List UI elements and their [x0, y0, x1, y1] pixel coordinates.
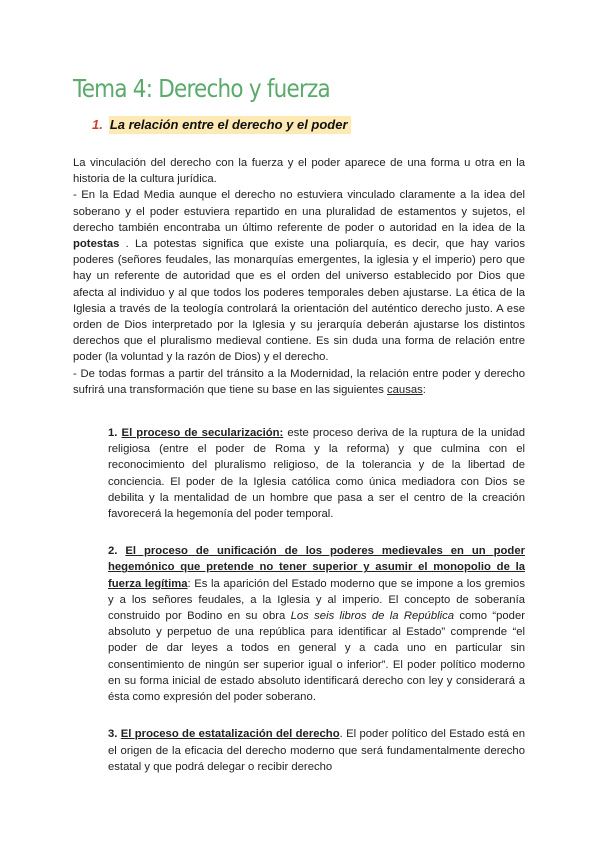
- item-text: . El poder político del Estado está en el origen de la eficacia del derecho moderno que será fundamentalmente derecho estatal y que podrá delegar o recibir derecho: [108, 728, 525, 773]
- list-item: [108, 425, 525, 522]
- item-number: 3.: [108, 728, 121, 741]
- book-title: Los seis libros de la República: [290, 610, 455, 623]
- text-run: :: [422, 383, 426, 396]
- list-item: [108, 726, 525, 775]
- section-number: 1.: [92, 117, 103, 132]
- item-heading: El proceso de secularización:: [121, 427, 284, 440]
- item-number: 1.: [108, 427, 122, 440]
- document-body: [73, 155, 525, 775]
- page-title: Tema 4: Derecho y fuerza: [73, 74, 330, 103]
- section-label: La relación entre el derecho y el poder: [109, 116, 351, 134]
- intro-paragraph-2: [73, 187, 525, 365]
- item-heading: El proceso de unificación de los poderes medievales en un poder hegemónico que pretende no tener superior y asumir el monopolio de la fuerza legítima: [108, 545, 525, 590]
- bold-term-potestas: potestas: [73, 238, 120, 251]
- underlined-word-causas: causas: [387, 383, 423, 396]
- item-heading: El proceso de estatalización del derecho: [120, 728, 340, 741]
- item-text: : Es la aparición del Estado moderno que se impone a los gremios y a los señores feudales, a la Iglesia y al imperio. El concepto de soberanía construido por Bodino en su obra: [108, 577, 525, 623]
- text-run: - En la Edad Media aunque el derecho no estuviera vinculado claramente a la idea del soberano y el poder estuviera repartido en una pluralidad de estamentos y sujetos, el derecho también encontraba un último referente de poder o autoridad en la idea de la: [73, 189, 525, 234]
- text-run: . La potestas significa que existe una poliarquía, es decir, que hay varios poderes (señores feudales, las monarquías emergentes, la iglesia y el imperio) pero que hay un referente de autoridad que es el orden del universo establecido por Dios que afecta al individuo y al que todos los poderes temporales deben ajustarse. La ética de la Iglesia a través de la teología controlará la orientación del auténtico derecho justo. A ese orden de Dios interpretado por la Iglesia y su jerarquía deberán ajustarse los distintos derechos que el pluralismo medieval contiene. Es sin duda una forma de relación entre poder (la voluntad y la razón de Dios) y el derecho.: [73, 238, 525, 364]
- item-text: como “poder absoluto y perpetuo de una república para identificar al Estado” comprende “el poder de dar leyes a todos en general y a cada uno en particular sin consentimiento de ningún ser superior igual o inferior”. El poder político moderno en su forma inicial de estado absoluto identificará derecho con ley y considerará a ésta como expresión del poder soberano.: [108, 610, 525, 704]
- section-heading: [92, 117, 351, 132]
- item-number: 2.: [108, 545, 126, 558]
- intro-paragraph-1: La vinculación del derecho con la fuerza y el poder aparece de una forma u otra en la historia de la cultura jurídica.: [73, 157, 525, 186]
- causes-list: [108, 425, 525, 775]
- intro-paragraph-3: [73, 366, 525, 398]
- list-item: [108, 543, 525, 705]
- text-run: - De todas formas a partir del tránsito a la Modernidad, la relación entre poder y derecho sufrirá una transformación que tiene su base en las siguientes: [73, 367, 525, 396]
- item-text: este proceso deriva de la ruptura de la unidad religiosa (entre el poder de Roma y la reforma) y que culmina con el reconocimiento del pluralismo religioso, de la tolerancia y de la libertad de conciencia. El poder de la Iglesia católica como única mediadora con Dios se debilita y la mentalidad de un hombre que pasa a ser el centro de la creación favorecerá la hegemonía del poder temporal.: [108, 427, 525, 521]
